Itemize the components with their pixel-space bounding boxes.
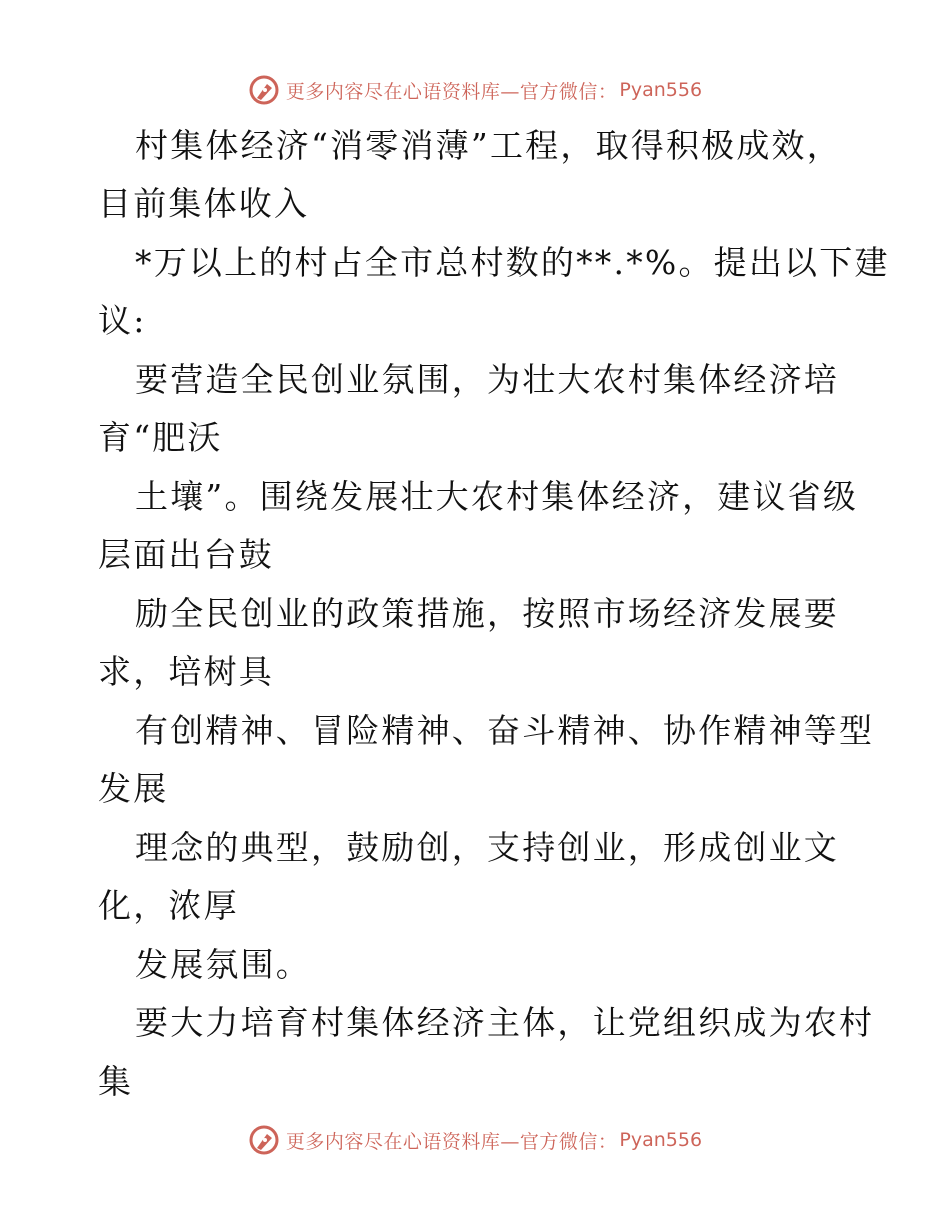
text-line: *万以上的村占全市总村数的**.*%。提出以下建 — [135, 243, 890, 282]
text-line: 求，培树具 — [98, 652, 274, 691]
text-line: 理念的典型，鼓励创，支持创业，形成创业文 — [135, 828, 839, 867]
text-line: 发展 — [98, 769, 169, 808]
watermark-text: 更多内容尽在心语资料库—官方微信： — [285, 1130, 618, 1153]
footer-watermark — [0, 1120, 950, 1160]
text-line: 化，浓厚 — [98, 886, 239, 925]
text-line: 议: — [98, 301, 147, 340]
text-line: 要营造全民创业氛围，为壮大农村集体经济培 — [135, 360, 839, 399]
pen-nib-logo-icon — [248, 74, 280, 106]
text-line: 有创精神、冒险精神、奋斗精神、协作精神等型 — [135, 711, 875, 750]
header-watermark — [0, 70, 950, 110]
text-line: 育“肥沃 — [98, 418, 223, 457]
text-line: 励全民创业的政策措施，按照市场经济发展要 — [135, 594, 839, 633]
text-line: 发展氛围。 — [135, 945, 311, 984]
text-line: 集 — [98, 1062, 134, 1101]
text-line: 目前集体收入 — [98, 184, 310, 223]
text-line: 要大力培育村集体经济主体，让党组织成为农村 — [135, 1003, 875, 1042]
text-line: 土壤”。围绕发展壮大农村集体经济，建议省级 — [135, 477, 859, 516]
pen-nib-logo-icon — [248, 1124, 280, 1156]
text-line: 村集体经济“消零消薄”工程，取得积极成效， — [135, 126, 842, 165]
text-line: 层面出台鼓 — [98, 535, 274, 574]
watermark-wechat-id: Pyan556 — [619, 79, 703, 101]
watermark-wechat-id: Pyan556 — [619, 1129, 703, 1151]
watermark-text: 更多内容尽在心语资料库—官方微信： — [285, 80, 618, 103]
